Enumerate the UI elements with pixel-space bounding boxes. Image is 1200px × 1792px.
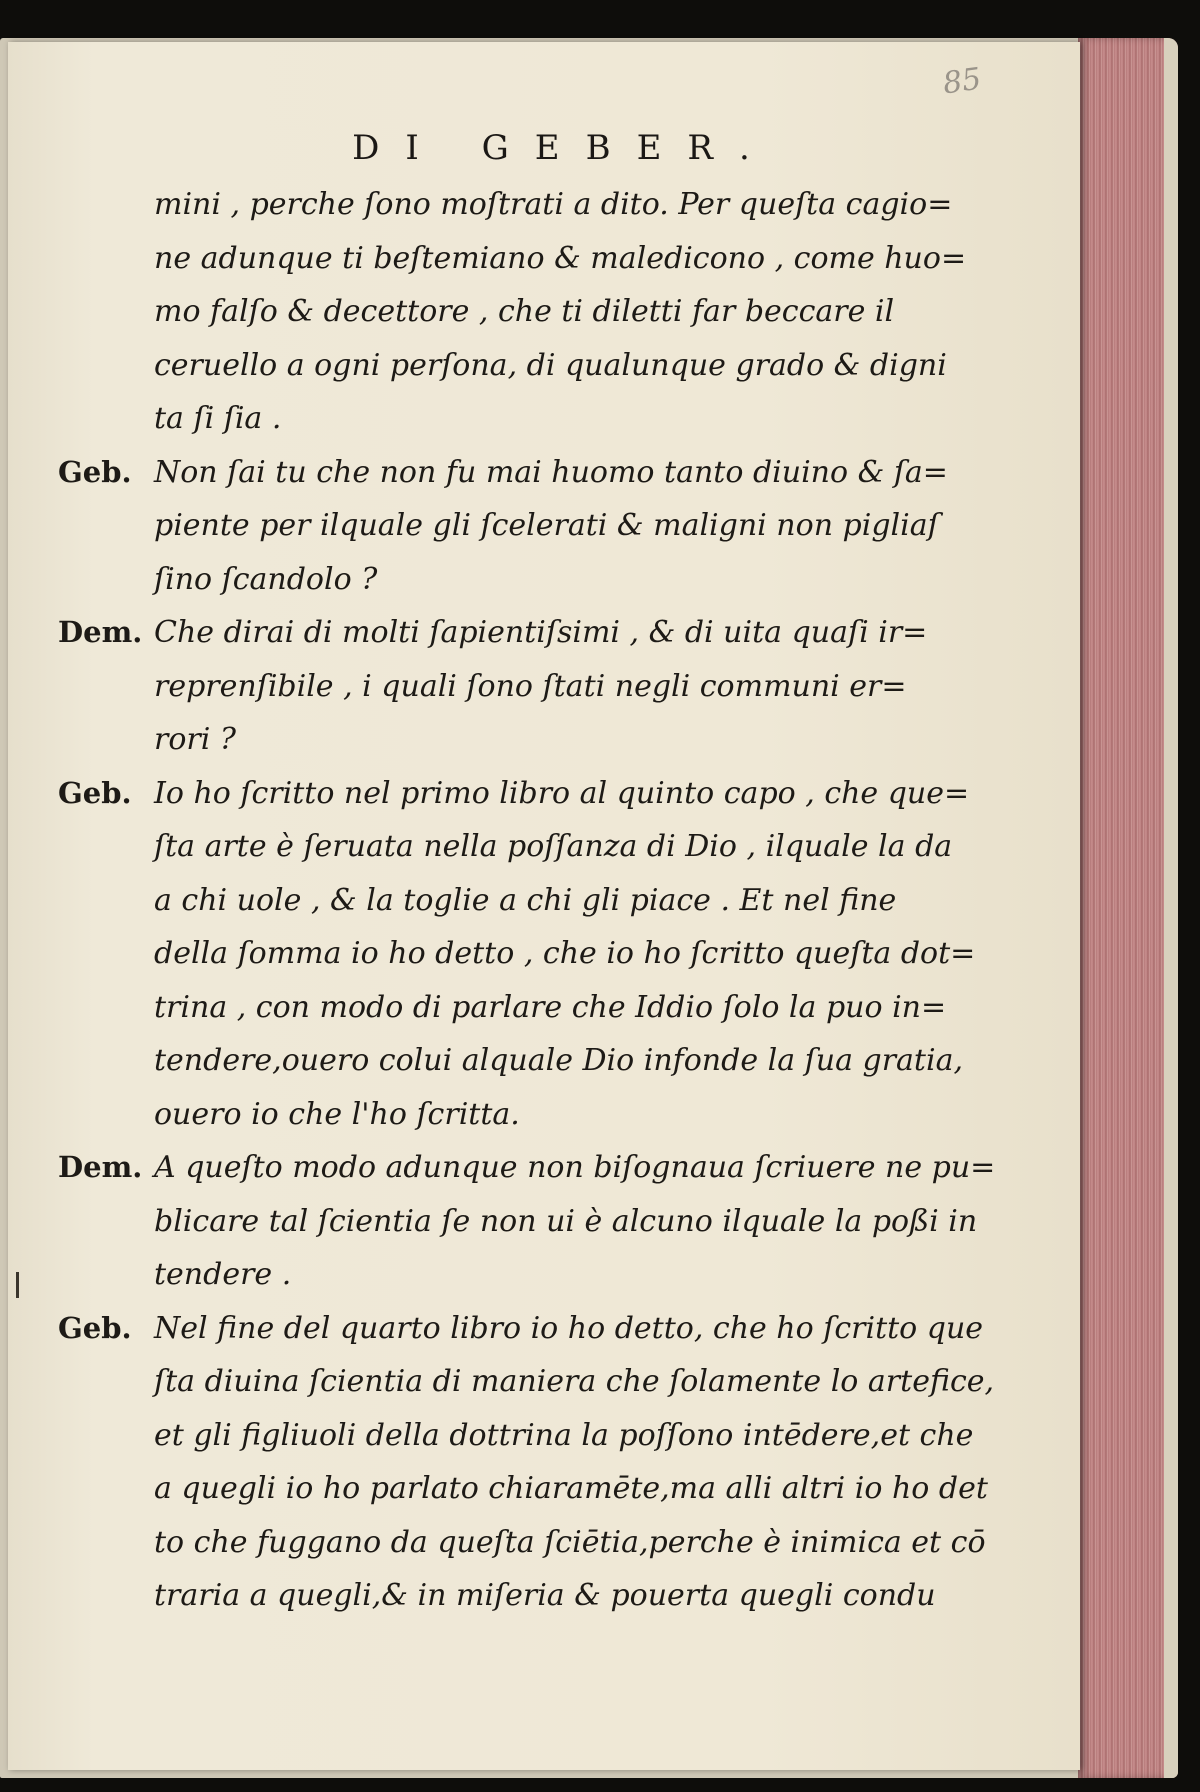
text-line bbox=[58, 553, 958, 607]
text-line bbox=[58, 499, 958, 553]
line-text: reprenſibile , i quali ſono ſtati negli communi er= bbox=[154, 668, 907, 704]
line-text: A queſto modo adunque non biſognaua ſcriuere ne pu= bbox=[154, 1150, 996, 1185]
text-line bbox=[58, 446, 958, 500]
text-line bbox=[58, 1248, 958, 1302]
line-text: et gli figliuoli della dottrina la poſſono intēdere,et che bbox=[154, 1417, 974, 1453]
text-line bbox=[58, 392, 958, 446]
text-line bbox=[58, 1302, 984, 1356]
text-line bbox=[58, 1409, 974, 1463]
speaker-label: Geb. bbox=[58, 775, 132, 810]
line-text: trina , con modo di parlare che Iddio ſolo la puo in= bbox=[154, 989, 947, 1025]
line-text: mo falſo & decettore , che ti diletti far beccare il bbox=[154, 294, 895, 329]
line-text: tendere,ouero colui alquale Dio infonde la ſua gratia, bbox=[154, 1043, 963, 1078]
line-text: mini , perche ſono moſtrati a dito. Per queſta cagio= bbox=[154, 187, 953, 222]
line-text: ſino ſcandolo ? bbox=[154, 561, 378, 597]
line-text: traria a quegli,& in miſeria & pouerta quegli condu bbox=[154, 1578, 936, 1613]
line-text: blicare tal ſcientia ſe non ui è alcuno ilquale la poßi in bbox=[154, 1203, 978, 1239]
text-line bbox=[58, 981, 958, 1035]
text-line bbox=[58, 874, 958, 928]
text-block bbox=[58, 178, 996, 1623]
text-line bbox=[58, 1034, 963, 1088]
text-line bbox=[58, 820, 958, 874]
text-line bbox=[58, 767, 970, 821]
line-text: a chi uole , & la toglie a chi gli piace . Et nel fine bbox=[154, 882, 897, 918]
line-text: rori ? bbox=[154, 722, 236, 757]
text-line bbox=[58, 1141, 996, 1195]
line-text: ſta arte è ſeruata nella poſſanza di Dio , ilquale la da bbox=[154, 829, 953, 864]
book-page bbox=[8, 42, 1080, 1770]
running-head: DI GEBER. bbox=[352, 128, 776, 168]
line-text: tendere . bbox=[154, 1257, 292, 1292]
text-line bbox=[58, 285, 958, 339]
line-text: Che dirai di molti ſapientiſsimi , & di uita quaſi ir= bbox=[154, 615, 928, 650]
line-text: ouero io che l'ho ſcritta. bbox=[154, 1096, 520, 1132]
text-line bbox=[58, 232, 967, 286]
text-line bbox=[58, 1355, 995, 1409]
speaker-label: Dem. bbox=[58, 615, 143, 649]
text-line bbox=[58, 1195, 978, 1249]
text-line bbox=[58, 339, 958, 393]
text-line bbox=[58, 927, 976, 981]
line-text: Non ſai tu che non fu mai huomo tanto diuino & ſa= bbox=[154, 454, 948, 490]
page-mark bbox=[16, 1272, 19, 1298]
line-text: a quegli io ho parlato chiaramēte,ma alli altri io ho det bbox=[154, 1471, 988, 1506]
speaker-label: Geb. bbox=[58, 1310, 132, 1345]
line-text: della ſomma io ho detto , che io ho ſcritto queſta dot= bbox=[154, 936, 976, 971]
line-text: ceruello a ogni perſona, di qualunque grado & digni bbox=[154, 347, 947, 383]
cover-edge bbox=[1164, 38, 1178, 1778]
text-line bbox=[58, 1516, 986, 1570]
line-text: piente per ilquale gli ſcelerati & maligni non pigliaſ bbox=[154, 508, 939, 543]
speaker-label: Dem. bbox=[58, 1150, 143, 1184]
page-edges bbox=[1078, 38, 1178, 1778]
line-text: ſta diuina ſcientia di maniera che ſolamente lo artefice, bbox=[154, 1364, 995, 1399]
book bbox=[0, 38, 1178, 1778]
text-line bbox=[58, 1462, 988, 1516]
text-line bbox=[58, 1569, 958, 1623]
text-line bbox=[58, 606, 958, 660]
text-line bbox=[58, 660, 958, 714]
line-text: to che fuggano da queſta ſciētia,perche è inimica et cō bbox=[154, 1524, 986, 1560]
line-text: Io ho ſcritto nel primo libro al quinto capo , che que= bbox=[154, 775, 970, 811]
speaker-label: Geb. bbox=[58, 454, 132, 489]
line-text: ne adunque ti beſtemiano & maledicono , come huo= bbox=[154, 240, 967, 276]
text-line bbox=[58, 1088, 958, 1142]
text-line bbox=[58, 178, 958, 232]
line-text: Nel fine del quarto libro io ho detto, che ho ſcritto que bbox=[154, 1310, 984, 1346]
line-text: ta ſi ſia . bbox=[154, 401, 282, 436]
folio-number: 85 bbox=[940, 61, 984, 102]
text-line bbox=[58, 713, 958, 767]
